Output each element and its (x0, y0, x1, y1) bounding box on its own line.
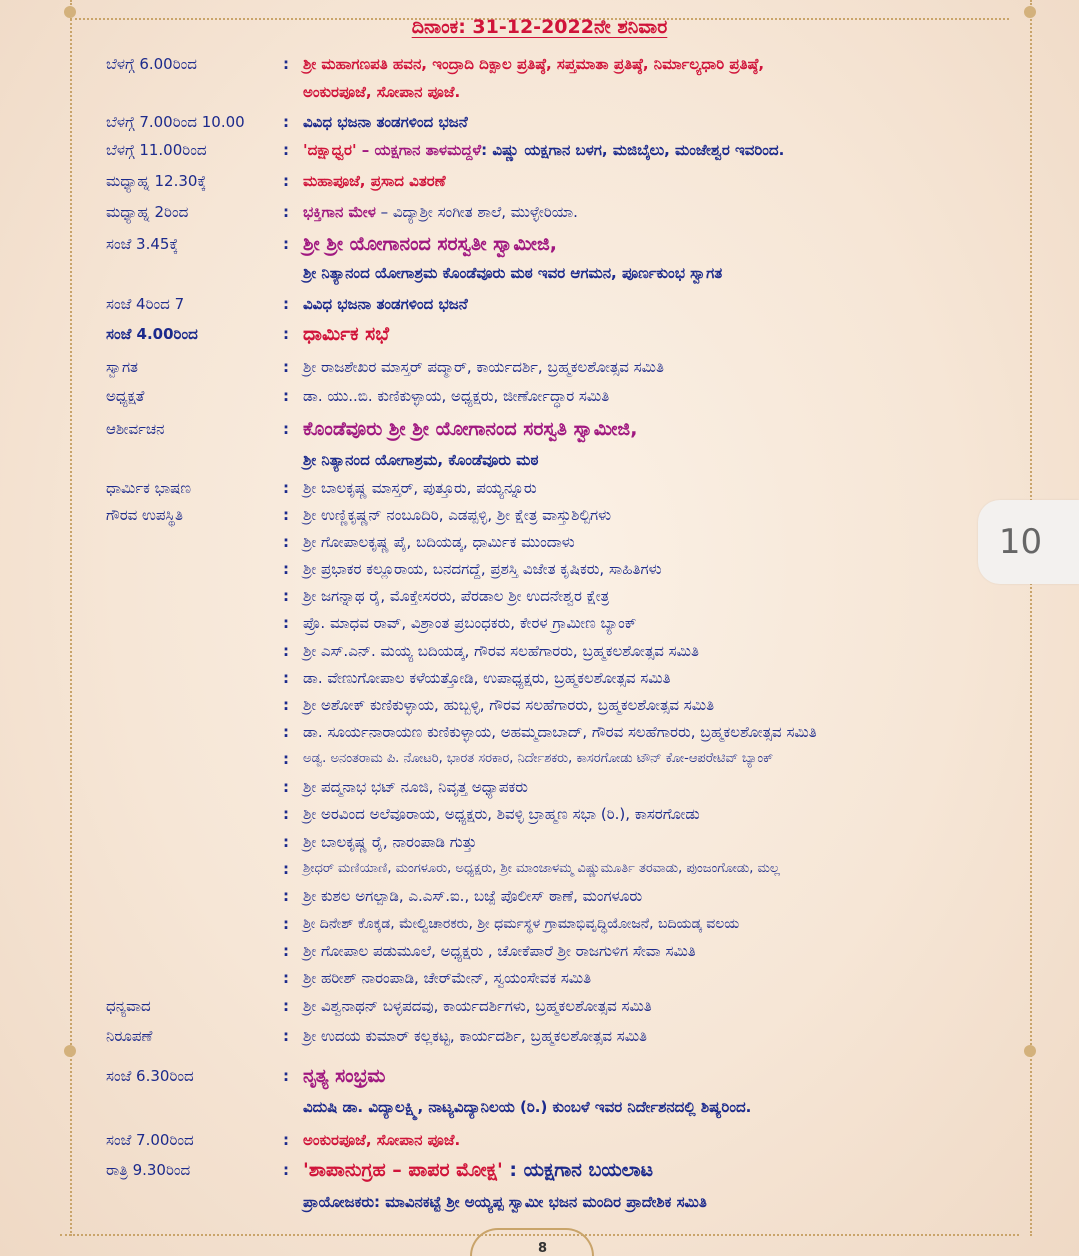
row-time: ಧನ್ಯವಾದ (106, 997, 151, 1015)
row-text: ವಿವಿಧ ಭಜನಾ ತಂಡಗಳಿಂದ ಭಜನೆ (303, 295, 468, 313)
row-text: ಶ್ರೀ ವಿಶ್ವನಾಥನ್ ಬಳ್ಳಪದವು, ಕಾರ್ಯದರ್ಶಿಗಳು, ಬ್ರಹ್ಮಕಲಶೋತ್ಸವ ಸಮಿತಿ (303, 997, 652, 1015)
schedule-row: ಸಂಜೆ 4.00ರಿಂದ : ಧಾರ್ಮಿಕ ಸಭೆ (106, 323, 389, 345)
row-highlight: – ಯಕ್ಷಗಾನ ತಾಳಮದ್ದಳೆ (356, 141, 482, 159)
row-text: ಧಾರ್ಮಿಕ ಸಭೆ (303, 323, 389, 345)
row-text: ಶ್ರೀ ಜಗನ್ನಾಥ ರೈ, ಮೊಕ್ತೇಸರರು, ಪೆರಡಾಲ ಶ್ರೀ ಉದನೇಶ್ವರ ಕ್ಷೇತ್ರ (303, 587, 610, 605)
row-text-cont: ವಿದುಷಿ ಡಾ. ವಿದ್ಯಾಲಕ್ಷ್ಮಿ, ನಾಟ್ಯವಿದ್ಯಾನಿಲಯ (ರಿ.) ಕುಂಬಳೆ ಇವರ ನಿರ್ದೇಶನದಲ್ಲಿ ಶಿಷ್ಯರಿಂದ. (303, 1098, 752, 1116)
guest-row: : ಶ್ರೀ ಎಸ್.ಎನ್. ಮಯ್ಯ ಬದಿಯಡ್ಕ, ಗೌರವ ಸಲಹೆಗಾರರು, ಬ್ರಹ್ಮಕಲಶೋತ್ಸವ ಸಮಿತಿ (0, 638, 1079, 664)
row-text: ಶ್ರೀ ಹರೀಶ್ ನಾರಂಪಾಡಿ, ಚೇರ್‌ಮೇನ್, ಸ್ವಯಂಸೇವಕ ಸಮಿತಿ (303, 969, 592, 987)
row-detail: : ವಿಷ್ಣು ಯಕ್ಷಗಾನ ಬಳಗ, ಮಜಿಬೈಲು, ಮಂಜೇಶ್ವರ ಇವರಿಂದ. (481, 141, 785, 159)
row-time: ಸಂಜೆ 7.00ರಿಂದ (106, 1131, 194, 1149)
guest-row: : ಶ್ರೀಧರ್ ಮಣಿಯಾಣಿ, ಮಂಗಳೂರು, ಅಧ್ಯಕ್ಷರು, ಶ್ರೀ ಮಾಂಜಾಳಮ್ಮ ವಿಷ್ಣುಮೂರ್ತಿ ತರವಾಡು, ಪುಂಜಂಗೋಡು, ಮಲ್ಲ (0, 856, 1079, 882)
row-text (303, 137, 784, 163)
schedule-row: ಸಂಜೆ 4ರಿಂದ 7 : ವಿವಿಧ ಭಜನಾ ತಂಡಗಳಿಂದ ಭಜನೆ (0, 291, 1079, 317)
schedule-row: ಆಶೀರ್ವಚನ : ಕೊಂಡೆವೂರು ಶ್ರೀ ಶ್ರೀ ಯೋಗಾನಂದ ಸರಸ್ವತಿ ಸ್ವಾಮೀಜಿ, (106, 418, 638, 440)
guest-row: : ಶ್ರೀ ಪ್ರಭಾಕರ ಕಲ್ಲೂರಾಯ, ಬನದಗದ್ದೆ, ಪ್ರಶಸ್ತಿ ವಿಜೇತ ಕೃಷಿಕರು, ಸಾಹಿತಿಗಳು (0, 556, 1079, 582)
schedule-row: ಮಧ್ಯಾಹ್ನ 2ರಿಂದ : ಭಕ್ತಿಗಾನ ಮೇಳ – ವಿದ್ಯಾಶ್ರೀ ಸಂಗೀತ ಶಾಲೆ, ಮುಳ್ಳೇರಿಯಾ. (0, 199, 1079, 225)
row-text: ಶ್ರೀ ಅರವಿಂದ ಅಲೆವೂರಾಯ, ಅಧ್ಯಕ್ಷರು, ಶಿವಳ್ಳಿ ಬ್ರಾಹ್ಮಣ ಸಭಾ (ರಿ.), ಕಾಸರಗೋಡು (303, 805, 700, 823)
guest-row: : ಅಡ್ವ. ಅನಂತರಾಮ ಪಿ. ನೋಟರಿ, ಭಾರತ ಸರಕಾರ, ನಿರ್ದೇಶಕರು, ಕಾಸರಗೋಡು ಟೌನ್ ಕೋ-ಆಪರೇಟಿವ್ ಬ್ಯಾಂಕ್ (0, 746, 1079, 772)
row-text (303, 1157, 653, 1184)
schedule-row: ನಿರೂಪಣೆ : ಶ್ರೀ ಉದಯ ಕುಮಾರ್ ಕಲ್ಲಕಟ್ಟ, ಕಾರ್ಯದರ್ಶಿ, ಬ್ರಹ್ಮಕಲಶೋತ್ಸವ ಸಮಿತಿ (0, 1023, 1079, 1049)
row-text: ಅಡ್ವ. ಅನಂತರಾಮ ಪಿ. ನೋಟರಿ, ಭಾರತ ಸರಕಾರ, ನಿರ್ದೇಶಕರು, ಕಾಸರಗೋಡು ಟೌನ್ ಕೋ-ಆಪರೇಟಿವ್ ಬ್ಯಾಂಕ್ (303, 751, 774, 766)
guest-row: : ಶ್ರೀ ಅಶೋಕ್ ಕುಣಿಕುಳ್ಳಾಯ, ಹುಬ್ಬಳ್ಳಿ, ಗೌರವ ಸಲಹೆಗಾರರು, ಬ್ರಹ್ಮಕಲಶೋತ್ಸವ ಸಮಿತಿ (0, 692, 1079, 718)
schedule-row-cont (0, 1189, 1079, 1215)
schedule-row: ಧನ್ಯವಾದ : ಶ್ರೀ ವಿಶ್ವನಾಥನ್ ಬಳ್ಳಪದವು, ಕಾರ್ಯದರ್ಶಿಗಳು, ಬ್ರಹ್ಮಕಲಶೋತ್ಸವ ಸಮಿತಿ (0, 993, 1079, 1019)
guest-row: : ಶ್ರೀ ಕುಶಲ ಅಗಲ್ಪಾಡಿ, ಎ.ಎಸ್.ಐ., ಬಜ್ಪೆ ಪೊಲೀಸ್ ಠಾಣೆ, ಮಂಗಳೂರು (0, 883, 1079, 909)
row-time: ಅಧ್ಯಕ್ಷತೆ (106, 387, 145, 405)
schedule-row-cont (0, 447, 1079, 473)
row-text: ಶ್ರೀ ಉಣ್ಣಿಕೃಷ್ಣನ್ ನಂಬೂದಿರಿ, ಎಡಪ್ಪಳ್ಳಿ, ಶ್ರೀ ಕ್ಷೇತ್ರ ವಾಸ್ತುಶಿಲ್ಪಿಗಳು (303, 506, 612, 524)
row-text: ಕೊಂಡೆವೂರು ಶ್ರೀ ಶ್ರೀ ಯೋಗಾನಂದ ಸರಸ್ವತಿ ಸ್ವಾಮೀಜಿ, (303, 418, 638, 440)
row-text: ಅಂಕುರಪೂಜೆ, ಸೋಪಾನ ಪೂಜೆ. (303, 1131, 461, 1149)
guest-row: : ಶ್ರೀ ಜಗನ್ನಾಥ ರೈ, ಮೊಕ್ತೇಸರರು, ಪೆರಡಾಲ ಶ್ರೀ ಉದನೇಶ್ವರ ಕ್ಷೇತ್ರ (0, 583, 1079, 609)
row-text: ಶ್ರೀ ಶ್ರೀ ಯೋಗಾನಂದ ಸರಸ್ವತೀ ಸ್ವಾಮೀಜಿ, (303, 233, 557, 255)
schedule-row: ಮಧ್ಯಾಹ್ನ 12.30ಕ್ಕೆ : ಮಹಾಪೂಜೆ, ಪ್ರಸಾದ ವಿತರಣೆ (0, 168, 1079, 194)
row-text: ವಿವಿಧ ಭಜನಾ ತಂಡಗಳಿಂದ ಭಜನೆ (303, 113, 468, 131)
schedule-row: ಅಧ್ಯಕ್ಷತೆ : ಡಾ. ಯು..ಬಿ. ಕುಣಿಕುಳ್ಳಾಯ, ಅಧ್ಯಕ್ಷರು, ಜೀರ್ಣೋದ್ಧಾರ ಸಮಿತಿ (0, 383, 1079, 409)
row-text: ಶ್ರೀ ಎಸ್.ಎನ್. ಮಯ್ಯ ಬದಿಯಡ್ಕ, ಗೌರವ ಸಲಹೆಗಾರರು, ಬ್ರಹ್ಮಕಲಶೋತ್ಸವ ಸಮಿತಿ (303, 642, 699, 660)
row-time: ಸಂಜೆ 4.00ರಿಂದ (106, 325, 198, 343)
row-time: ರಾತ್ರಿ 9.30ರಿಂದ (106, 1161, 191, 1179)
row-text: ಡಾ. ವೇಣುಗೋಪಾಲ ಕಳೆಯತ್ತೋಡಿ, ಉಪಾಧ್ಯಕ್ಷರು, ಬ್ರಹ್ಮಕಲಶೋತ್ಸವ ಸಮಿತಿ (303, 669, 671, 687)
schedule-row: ಬೆಳಗ್ಗೆ 6.00ರಿಂದ : ಶ್ರೀ ಮಹಾಗಣಪತಿ ಹವನ, ಇಂದ್ರಾದಿ ದಿಕ್ಪಾಲ ಪ್ರತಿಷ್ಠೆ, ಸಪ್ತಮಾತಾ ಪ್ರತಿಷ್ಠೆ, ನಿರ್ಮಾಲ್ಯಧಾರಿ ಪ್ರತಿಷ್ಠೆ, (0, 51, 1079, 77)
row-text: ಶ್ರೀ ಮಹಾಗಣಪತಿ ಹವನ, ಇಂದ್ರಾದಿ ದಿಕ್ಪಾಲ ಪ್ರತಿಷ್ಠೆ, ಸಪ್ತಮಾತಾ ಪ್ರತಿಷ್ಠೆ, ನಿರ್ಮಾಲ್ಯಧಾರಿ ಪ್ರತಿಷ್ಠೆ, (303, 55, 765, 73)
row-text: ಡಾ. ಸೂರ್ಯನಾರಾಯಣ ಕುಣಿಕುಳ್ಳಾಯ, ಅಹಮ್ಮದಾಬಾದ್, ಗೌರವ ಸಲಹೆಗಾರರು, ಬ್ರಹ್ಮಕಲಶೋತ್ಸವ ಸಮಿತಿ (303, 723, 817, 741)
row-text: ಶ್ರೀ ಪ್ರಭಾಕರ ಕಲ್ಲೂರಾಯ, ಬನದಗದ್ದೆ, ಪ್ರಶಸ್ತಿ ವಿಜೇತ ಕೃಷಿಕರು, ಸಾಹಿತಿಗಳು (303, 560, 662, 578)
schedule-row: ಗೌರವ ಉಪಸ್ಥಿತಿ : ಶ್ರೀ ಉಣ್ಣಿಕೃಷ್ಣನ್ ನಂಬೂದಿರಿ, ಎಡಪ್ಪಳ್ಳಿ, ಶ್ರೀ ಕ್ಷೇತ್ರ ವಾಸ್ತುಶಿಲ್ಪಿಗಳು (0, 502, 1079, 528)
row-time: ನಿರೂಪಣೆ (106, 1027, 153, 1045)
schedule-row: ಸ್ವಾಗತ : ಶ್ರೀ ರಾಜಶೇಖರ ಮಾಸ್ತರ್ ಪದ್ಮಾರ್, ಕಾರ್ಯದರ್ಶಿ, ಬ್ರಹ್ಮಕಲಶೋತ್ಸವ ಸಮಿತಿ (0, 354, 1079, 380)
date-heading: ದಿನಾಂಕ: 31-12-2022ನೇ ಶನಿವಾರ (411, 16, 668, 38)
row-text-cont: ಶ್ರೀ ನಿತ್ಯಾನಂದ ಯೋಗಾಶ್ರಮ, ಕೊಂಡೆವೂರು ಮಠ (303, 451, 539, 469)
guest-row: : ಡಾ. ವೇಣುಗೋಪಾಲ ಕಳೆಯತ್ತೋಡಿ, ಉಪಾಧ್ಯಕ್ಷರು, ಬ್ರಹ್ಮಕಲಶೋತ್ಸವ ಸಮಿತಿ (0, 665, 1079, 691)
guest-row: : ಶ್ರೀ ಬಾಲಕೃಷ್ಣ ರೈ, ನಾರಂಪಾಡಿ ಗುತ್ತು (0, 829, 1079, 855)
schedule-row: ರಾತ್ರಿ 9.30ರಿಂದ : 'ಶಾಪಾನುಗ್ರಹ – ಪಾಪರ ಮೋಕ್ಷ' : ಯಕ್ಷಗಾನ ಬಯಲಾಟ (0, 1157, 1079, 1183)
row-highlight: 'ಶಾಪಾನುಗ್ರಹ – ಪಾಪರ ಮೋಕ್ಷ' (303, 1159, 503, 1181)
row-time: ಬೆಳಗ್ಗೆ 6.00ರಿಂದ (106, 55, 197, 73)
row-text: ಮಹಾಪೂಜೆ, ಪ್ರಸಾದ ವಿತರಣೆ (303, 172, 446, 190)
bottom-center-ornament (470, 1228, 594, 1256)
schedule-row: ಬೆಳಗ್ಗೆ 11.00ರಿಂದ : 'ದಕ್ಷಾಧ್ವರ' – ಯಕ್ಷಗಾನ ತಾಳಮದ್ದಳೆ: ವಿಷ್ಣು ಯಕ್ಷಗಾನ ಬಳಗ, ಮಜಿಬೈಲು, ಮಂಜೇಶ್ವರ ಇವರಿಂದ. (0, 137, 1079, 163)
guest-row: : ಶ್ರೀ ದಿನೇಶ್ ಕೊಕ್ಕಡ, ಮೇಲ್ವಿಚಾರಕರು, ಶ್ರೀ ಧರ್ಮಸ್ಥಳ ಗ್ರಾಮಾಭಿವೃದ್ಧಿಯೋಜನೆ, ಬದಿಯಡ್ಕ ವಲಯ (0, 911, 1079, 937)
schedule-row: ಸಂಜೆ 7.00ರಿಂದ : ಅಂಕುರಪೂಜೆ, ಸೋಪಾನ ಪೂಜೆ. (0, 1127, 1079, 1153)
row-text: ಶ್ರೀ ಗೋಪಾಲಕೃಷ್ಣ ಪೈ, ಬದಿಯಡ್ಕ, ಧಾರ್ಮಿಕ ಮುಂದಾಳು (303, 533, 575, 551)
row-time: ಧಾರ್ಮಿಕ ಭಾಷಣ (106, 479, 191, 497)
row-time: ಸಂಜೆ 6.30ರಿಂದ (106, 1067, 194, 1085)
row-text: ಶ್ರೀ ಕುಶಲ ಅಗಲ್ಪಾಡಿ, ಎ.ಎಸ್.ಐ., ಬಜ್ಪೆ ಪೊಲೀಸ್ ಠಾಣೆ, ಮಂಗಳೂರು (303, 887, 643, 905)
row-text: ಶ್ರೀ ಉದಯ ಕುಮಾರ್ ಕಲ್ಲಕಟ್ಟ, ಕಾರ್ಯದರ್ಶಿ, ಬ್ರಹ್ಮಕಲಶೋತ್ಸವ ಸಮಿತಿ (303, 1027, 648, 1045)
guest-row: : ಶ್ರೀ ಪದ್ಮನಾಭ ಭಟ್ ನೂಜಿ, ನಿವೃತ್ತ ಅಧ್ಯಾಪಕರು (0, 774, 1079, 800)
row-text-cont: ಪ್ರಾಯೋಜಕರು: ಮಾವಿನಕಟ್ಟೆ ಶ್ರೀ ಅಯ್ಯಪ್ಪ ಸ್ವಾಮೀ ಭಜನ ಮಂದಿರ ಪ್ರಾದೇಶಿಕ ಸಮಿತಿ (303, 1193, 707, 1211)
row-text: ಶ್ರೀ ಬಾಲಕೃಷ್ಣ ರೈ, ನಾರಂಪಾಡಿ ಗುತ್ತು (303, 833, 477, 851)
row-text: ಶ್ರೀ ರಾಜಶೇಖರ ಮಾಸ್ತರ್ ಪದ್ಮಾರ್, ಕಾರ್ಯದರ್ಶಿ, ಬ್ರಹ್ಮಕಲಶೋತ್ಸವ ಸಮಿತಿ (303, 358, 664, 376)
guest-row: : ಡಾ. ಸೂರ್ಯನಾರಾಯಣ ಕುಣಿಕುಳ್ಳಾಯ, ಅಹಮ್ಮದಾಬಾದ್, ಗೌರವ ಸಲಹೆಗಾರರು, ಬ್ರಹ್ಮಕಲಶೋತ್ಸವ ಸಮಿತಿ (0, 719, 1079, 745)
row-time: ಸ್ವಾಗತ (106, 358, 139, 376)
row-time: ಆಶೀರ್ವಚನ (106, 420, 165, 438)
row-text: ಶ್ರೀ ಪದ್ಮನಾಭ ಭಟ್ ನೂಜಿ, ನಿವೃತ್ತ ಅಧ್ಯಾಪಕರು (303, 778, 528, 796)
row-highlight: ಭಕ್ತಿಗಾನ ಮೇಳ (303, 203, 376, 221)
schedule-row: ಸಂಜೆ 6.30ರಿಂದ : ನೃತ್ಯ ಸಂಭ್ರಮ (106, 1065, 386, 1087)
row-time: ಮಧ್ಯಾಹ್ನ 12.30ಕ್ಕೆ (106, 172, 207, 190)
row-text: ಶ್ರೀ ಗೋಪಾಲ ಪಡುಮೂಲೆ, ಅಧ್ಯಕ್ಷರು , ಚೋಕೆಪಾರೆ ಶ್ರೀ ರಾಜಗುಳಿಗ ಸೇವಾ ಸಮಿತಿ (303, 942, 696, 960)
guest-row: : ಶ್ರೀ ಗೋಪಾಲಕೃಷ್ಣ ಪೈ, ಬದಿಯಡ್ಕ, ಧಾರ್ಮಿಕ ಮುಂದಾಳು (0, 529, 1079, 555)
row-time: ಬೆಳಗ್ಗೆ 11.00ರಿಂದ (106, 141, 207, 159)
row-time: ಮಧ್ಯಾಹ್ನ 2ರಿಂದ (106, 203, 189, 221)
schedule-row-cont (0, 260, 1079, 286)
row-text: ಡಾ. ಯು..ಬಿ. ಕುಣಿಕುಳ್ಳಾಯ, ಅಧ್ಯಕ್ಷರು, ಜೀರ್ಣೋದ್ಧಾರ ಸಮಿತಿ (303, 387, 610, 405)
row-detail: : ಯಕ್ಷಗಾನ ಬಯಲಾಟ (502, 1159, 654, 1181)
row-time: ಸಂಜೆ 3.45ಕ್ಕೆ (106, 235, 179, 253)
row-text-cont: ಶ್ರೀ ನಿತ್ಯಾನಂದ ಯೋಗಾಶ್ರಮ ಕೊಂಡೆವೂರು ಮಠ ಇವರ ಆಗಮನ, ಪೂರ್ಣಕುಂಭ ಸ್ವಾಗತ (303, 264, 723, 282)
row-text: ನೃತ್ಯ ಸಂಭ್ರಮ (303, 1065, 386, 1087)
row-text (303, 199, 578, 225)
page-indicator-label: 10 (998, 522, 1043, 562)
row-text: ಪ್ರೊ. ಮಾಧವ ರಾವ್, ವಿಶ್ರಾಂತ ಪ್ರಬಂಧಕರು, ಕೇರಳ ಗ್ರಾಮೀಣ ಬ್ಯಾಂಕ್ (303, 614, 637, 632)
guest-row: : ಶ್ರೀ ಹರೀಶ್ ನಾರಂಪಾಡಿ, ಚೇರ್‌ಮೇನ್, ಸ್ವಯಂಸೇವಕ ಸಮಿತಿ (0, 965, 1079, 991)
schedule-row-cont (0, 1094, 1079, 1120)
schedule-row: ಸಂಜೆ 3.45ಕ್ಕೆ : ಶ್ರೀ ಶ್ರೀ ಯೋಗಾನಂದ ಸರಸ್ವತೀ ಸ್ವಾಮೀಜಿ, (106, 233, 557, 255)
row-time: ಬೆಳಗ್ಗೆ 7.00ರಿಂದ 10.00 (106, 113, 245, 131)
row-text: ಶ್ರೀ ಬಾಲಕೃಷ್ಣ ಮಾಸ್ತರ್, ಪುತ್ತೂರು, ಪಯ್ಯನ್ನೂರು (303, 479, 537, 497)
guest-row: : ಶ್ರೀ ಅರವಿಂದ ಅಲೆವೂರಾಯ, ಅಧ್ಯಕ್ಷರು, ಶಿವಳ್ಳಿ ಬ್ರಾಹ್ಮಣ ಸಭಾ (ರಿ.), ಕಾಸರಗೋಡು (0, 801, 1079, 827)
row-time: ಸಂಜೆ 4ರಿಂದ 7 (106, 295, 185, 313)
row-time: ಗೌರವ ಉಪಸ್ಥಿತಿ (106, 506, 183, 524)
guest-row: : ಶ್ರೀ ಗೋಪಾಲ ಪಡುಮೂಲೆ, ಅಧ್ಯಕ್ಷರು , ಚೋಕೆಪಾರೆ ಶ್ರೀ ರಾಜಗುಳಿಗ ಸೇವಾ ಸಮಿತಿ (0, 938, 1079, 964)
schedule-row: ಬೆಳಗ್ಗೆ 7.00ರಿಂದ 10.00 : ವಿವಿಧ ಭಜನಾ ತಂಡಗಳಿಂದ ಭಜನೆ (0, 109, 1079, 135)
row-text: ಶ್ರೀಧರ್ ಮಣಿಯಾಣಿ, ಮಂಗಳೂರು, ಅಧ್ಯಕ್ಷರು, ಶ್ರೀ ಮಾಂಜಾಳಮ್ಮ ವಿಷ್ಣುಮೂರ್ತಿ ತರವಾಡು, ಪುಂಜಂಗೋಡು, ಮಲ್ಲ (303, 861, 780, 876)
page-number: 8 (538, 1241, 548, 1256)
row-text: ಶ್ರೀ ಅಶೋಕ್ ಕುಣಿಕುಳ್ಳಾಯ, ಹುಬ್ಬಳ್ಳಿ, ಗೌರವ ಸಲಹೆಗಾರರು, ಬ್ರಹ್ಮಕಲಶೋತ್ಸವ ಸಮಿತಿ (303, 696, 715, 714)
guest-row: : ಪ್ರೊ. ಮಾಧವ ರಾವ್, ವಿಶ್ರಾಂತ ಪ್ರಬಂಧಕರು, ಕೇರಳ ಗ್ರಾಮೀಣ ಬ್ಯಾಂಕ್ (0, 610, 1079, 636)
row-text-cont: ಅಂಕುರಪೂಜೆ, ಸೋಪಾನ ಪೂಜೆ. (303, 83, 461, 101)
row-detail: – ವಿದ್ಯಾಶ್ರೀ ಸಂಗೀತ ಶಾಲೆ, ಮುಳ್ಳೇರಿಯಾ. (375, 203, 578, 221)
row-text: ಶ್ರೀ ದಿನೇಶ್ ಕೊಕ್ಕಡ, ಮೇಲ್ವಿಚಾರಕರು, ಶ್ರೀ ಧರ್ಮಸ್ಥಳ ಗ್ರಾಮಾಭಿವೃದ್ಧಿಯೋಜನೆ, ಬದಿಯಡ್ಕ ವಲಯ (303, 916, 740, 932)
schedule-row-cont (0, 79, 1079, 105)
row-highlight: 'ದಕ್ಷಾಧ್ವರ' (303, 141, 357, 159)
schedule-row: ಧಾರ್ಮಿಕ ಭಾಷಣ : ಶ್ರೀ ಬಾಲಕೃಷ್ಣ ಮಾಸ್ತರ್, ಪುತ್ತೂರು, ಪಯ್ಯನ್ನೂರು (0, 475, 1079, 501)
